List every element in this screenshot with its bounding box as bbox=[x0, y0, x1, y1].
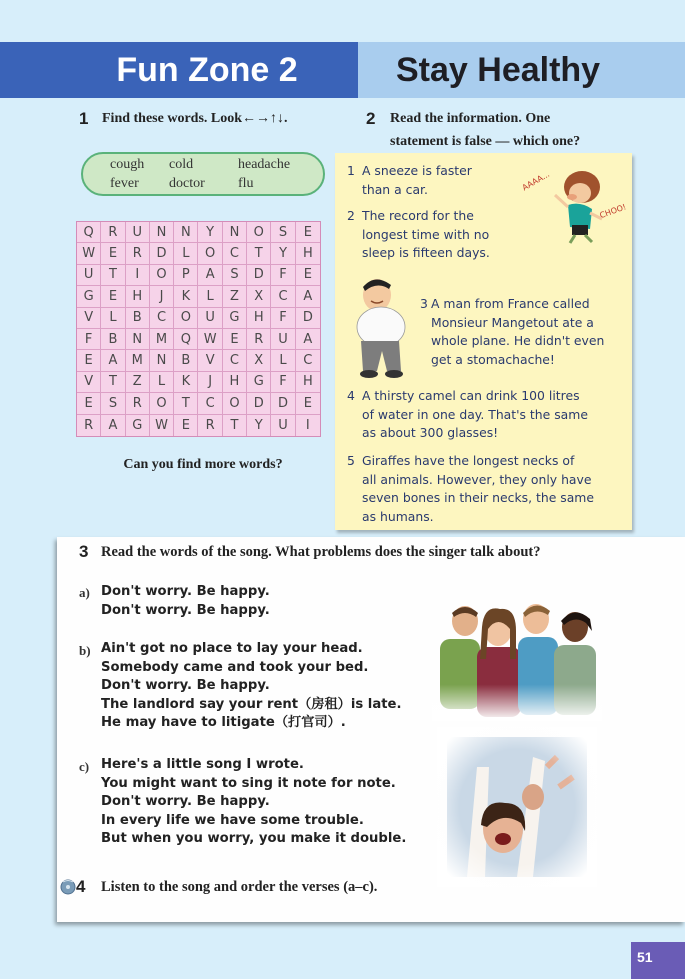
grid-cell: G bbox=[247, 372, 271, 393]
grid-cell: R bbox=[198, 415, 222, 436]
lyric-line: You might want to sing it note for note. bbox=[101, 775, 396, 791]
grid-cell: Y bbox=[198, 222, 222, 243]
fact-number: 4 bbox=[347, 388, 355, 403]
grid-cell: G bbox=[223, 308, 247, 329]
lyric-line: The landlord say your rent（房租）is late. bbox=[101, 696, 402, 712]
verse-b-label: b) bbox=[79, 643, 91, 658]
grid-cell: N bbox=[126, 329, 150, 350]
grid-cell: K bbox=[174, 372, 198, 393]
grid-cell: E bbox=[174, 415, 198, 436]
grid-cell: D bbox=[296, 308, 320, 329]
fact-line: Monsieur Mangetout ate a bbox=[431, 314, 594, 330]
fact-line: A sneeze is faster bbox=[362, 163, 472, 178]
fact-1 bbox=[347, 162, 472, 199]
grid-cell: D bbox=[247, 265, 271, 286]
exercise-2-instruction-line1: Read the information. One bbox=[390, 111, 551, 126]
fact-line: as humans. bbox=[362, 508, 434, 524]
grid-cell: U bbox=[126, 222, 150, 243]
grid-cell: C bbox=[271, 286, 295, 307]
grid-cell: F bbox=[271, 265, 295, 286]
grid-cell: A bbox=[296, 329, 320, 350]
grid-cell: L bbox=[174, 243, 198, 264]
grid-cell: I bbox=[305, 417, 310, 433]
grid-cell: J bbox=[150, 286, 174, 307]
grid-cell: R bbox=[77, 415, 101, 436]
exercise-1-instruction: Find these words. Look←→↑↓. bbox=[102, 111, 288, 126]
grid-cell: O bbox=[198, 243, 222, 264]
lyric-line: Don't worry. Be happy. bbox=[101, 602, 270, 618]
fact-5 bbox=[347, 452, 594, 526]
grid-cell: C bbox=[223, 350, 247, 371]
fact-line: The record for the bbox=[362, 208, 474, 223]
grid-cell: H bbox=[296, 372, 320, 393]
fact-line: Giraffes have the longest necks of bbox=[362, 453, 575, 468]
grid-cell: H bbox=[126, 286, 150, 307]
fact-line: sleep is fifteen days. bbox=[362, 245, 490, 260]
fact-line: longest time with no bbox=[362, 226, 490, 242]
fact-line: A thirsty camel can drink 100 litres bbox=[362, 388, 580, 403]
grid-cell: U bbox=[271, 329, 295, 350]
grid-cell: A bbox=[296, 286, 320, 307]
fact-number: 5 bbox=[347, 453, 355, 468]
grid-cell: T bbox=[174, 393, 198, 414]
grid-cell: G bbox=[126, 415, 150, 436]
grid-cell: Z bbox=[126, 372, 150, 393]
grid-cell: E bbox=[296, 393, 320, 414]
verse-a bbox=[101, 583, 270, 620]
grid-cell: C bbox=[150, 308, 174, 329]
grid-cell: A bbox=[198, 265, 222, 286]
grid-cell: F bbox=[77, 329, 101, 350]
grid-cell: W bbox=[198, 329, 222, 350]
fact-line: get a stomachache! bbox=[431, 351, 555, 367]
grid-cell: C bbox=[296, 350, 320, 371]
grid-cell: L bbox=[101, 308, 125, 329]
grid-cell: E bbox=[101, 243, 125, 264]
grid-cell: R bbox=[101, 222, 125, 243]
grid-cell: O bbox=[150, 393, 174, 414]
grid-cell: E bbox=[101, 286, 125, 307]
grid-cell: B bbox=[174, 350, 198, 371]
sneeze-sound-2: CHOO! bbox=[598, 202, 628, 221]
grid-cell: Z bbox=[223, 286, 247, 307]
grid-cell: C bbox=[198, 393, 222, 414]
grid-cell: E bbox=[296, 222, 320, 243]
grid-cell: L bbox=[150, 372, 174, 393]
lyric-line: But when you worry, you make it double. bbox=[101, 831, 407, 847]
fact-line: all animals. However, they only have bbox=[362, 471, 592, 487]
song-panel bbox=[57, 537, 685, 922]
fact-number: 2 bbox=[347, 208, 355, 223]
exercise-3-instruction: Read the words of the song. What problems does the singer talk about? bbox=[101, 544, 541, 560]
grid-cell: Y bbox=[271, 243, 295, 264]
fact-3 bbox=[420, 295, 605, 369]
fact-line: seven bones in their necks, the same bbox=[362, 490, 594, 505]
lyric-line: In every life we have some trouble. bbox=[101, 812, 364, 828]
grid-cell: T bbox=[247, 243, 271, 264]
grid-cell: R bbox=[126, 243, 150, 264]
word-item: doctor bbox=[169, 176, 205, 191]
fact-line: A man from France called bbox=[431, 296, 590, 311]
grid-cell: Q bbox=[174, 329, 198, 350]
grid-cell: E bbox=[223, 329, 247, 350]
exercise-3-number: 3 bbox=[79, 542, 89, 561]
grid-cell: U bbox=[77, 265, 101, 286]
fact-line: of water in one day. That's the same bbox=[362, 406, 588, 422]
grid-cell: P bbox=[174, 265, 198, 286]
word-item: cold bbox=[169, 157, 194, 172]
grid-cell: N bbox=[150, 350, 174, 371]
lyric-line: Somebody came and took your bed. bbox=[101, 659, 369, 675]
overweight-man-illustration bbox=[349, 275, 415, 383]
word-item: flu bbox=[238, 176, 254, 191]
grid-cell: W bbox=[77, 243, 101, 264]
grid-cell: U bbox=[271, 415, 295, 436]
grid-cell: N bbox=[174, 222, 198, 243]
lyric-line: Don't worry. Be happy. bbox=[101, 678, 270, 694]
grid-cell: S bbox=[271, 222, 295, 243]
exercise-2-instruction-line2: statement is false — which one? bbox=[390, 134, 581, 149]
grid-cell: O bbox=[150, 265, 174, 286]
grid-cell: F bbox=[271, 372, 295, 393]
verse-c-label: c) bbox=[79, 759, 90, 774]
grid-cell: T bbox=[101, 372, 125, 393]
grid-cell: E bbox=[77, 393, 101, 414]
grid-cell: D bbox=[271, 393, 295, 414]
verse-c bbox=[101, 756, 406, 849]
grid-cell: B bbox=[126, 308, 150, 329]
word-search-grid bbox=[76, 221, 321, 437]
grid-cell: B bbox=[101, 329, 125, 350]
grid-cell: A bbox=[101, 350, 125, 371]
fact-4 bbox=[347, 387, 588, 443]
grid-cell: R bbox=[126, 393, 150, 414]
verse-b bbox=[101, 640, 401, 733]
grid-cell: M bbox=[126, 350, 150, 371]
cheering-crowd-photo bbox=[437, 727, 597, 887]
grid-cell: L bbox=[198, 286, 222, 307]
grid-cell: X bbox=[247, 286, 271, 307]
sneeze-sound-1: AAAA... bbox=[520, 169, 552, 193]
grid-cell: H bbox=[247, 308, 271, 329]
grid-cell: C bbox=[223, 243, 247, 264]
grid-cell: E bbox=[296, 265, 320, 286]
grid-cell: K bbox=[174, 286, 198, 307]
grid-cell: V bbox=[77, 372, 101, 393]
lyric-line: He may have to litigate（打官司）. bbox=[101, 715, 346, 731]
exercise-4-number: 4 bbox=[76, 877, 86, 896]
grid-cell: A bbox=[101, 415, 125, 436]
grid-cell: F bbox=[271, 308, 295, 329]
grid-cell: M bbox=[150, 329, 174, 350]
grid-cell: X bbox=[247, 350, 271, 371]
word-item: fever bbox=[110, 176, 139, 191]
grid-cell: I bbox=[126, 265, 150, 286]
fact-2 bbox=[347, 207, 490, 263]
grid-cell: S bbox=[223, 265, 247, 286]
grid-cell: W bbox=[150, 415, 174, 436]
lyric-line: Here's a little song I wrote. bbox=[101, 757, 304, 772]
grid-cell: V bbox=[198, 350, 222, 371]
lyric-line: Ain't got no place to lay your head. bbox=[101, 641, 363, 656]
grid-cell: U bbox=[198, 308, 222, 329]
fact-line: than a car. bbox=[362, 181, 428, 197]
grid-cell: N bbox=[223, 222, 247, 243]
word-item: headache bbox=[238, 157, 291, 172]
exercise-4-instruction: Listen to the song and order the verses (a–c). bbox=[101, 879, 378, 895]
section-title: Fun Zone 2 bbox=[116, 51, 298, 89]
grid-cell: Q bbox=[77, 222, 101, 243]
fact-line: as about 300 glasses! bbox=[362, 425, 499, 440]
cd-icon bbox=[60, 878, 76, 896]
grid-cell: H bbox=[296, 243, 320, 264]
grid-cell: N bbox=[150, 222, 174, 243]
page-number: 51 bbox=[631, 942, 685, 979]
verse-a-label: a) bbox=[79, 585, 90, 600]
grid-cell: R bbox=[247, 329, 271, 350]
grid-cell: Y bbox=[247, 415, 271, 436]
fact-number: 1 bbox=[347, 163, 355, 178]
grid-cell: G bbox=[77, 286, 101, 307]
grid-cell: H bbox=[223, 372, 247, 393]
grid-cell: T bbox=[223, 415, 247, 436]
fact-number: 3 bbox=[420, 296, 428, 311]
teenagers-group-photo bbox=[432, 599, 602, 721]
facts-box bbox=[335, 153, 632, 530]
sneezing-boy-illustration bbox=[520, 165, 628, 245]
grid-cell: O bbox=[174, 308, 198, 329]
lyric-line: Don't worry. Be happy. bbox=[101, 584, 270, 599]
unit-title: Stay Healthy bbox=[396, 51, 601, 89]
grid-cell: T bbox=[101, 265, 125, 286]
lyric-line: Don't worry. Be happy. bbox=[101, 794, 270, 810]
grid-cell: O bbox=[223, 393, 247, 414]
grid-cell: E bbox=[77, 350, 101, 371]
more-words-prompt: Can you find more words? bbox=[123, 457, 283, 472]
word-list-box bbox=[81, 152, 325, 196]
grid-cell: V bbox=[77, 308, 101, 329]
fact-line: whole plane. He didn't even bbox=[431, 333, 605, 348]
word-item: cough bbox=[110, 157, 145, 172]
grid-cell: J bbox=[198, 372, 222, 393]
exercise-1-number: 1 bbox=[79, 109, 89, 128]
exercise-2-number: 2 bbox=[366, 109, 376, 128]
grid-cell: D bbox=[150, 243, 174, 264]
grid-cell: D bbox=[247, 393, 271, 414]
grid-cell: L bbox=[271, 350, 295, 371]
grid-cell: O bbox=[247, 222, 271, 243]
grid-cell: S bbox=[101, 393, 125, 414]
